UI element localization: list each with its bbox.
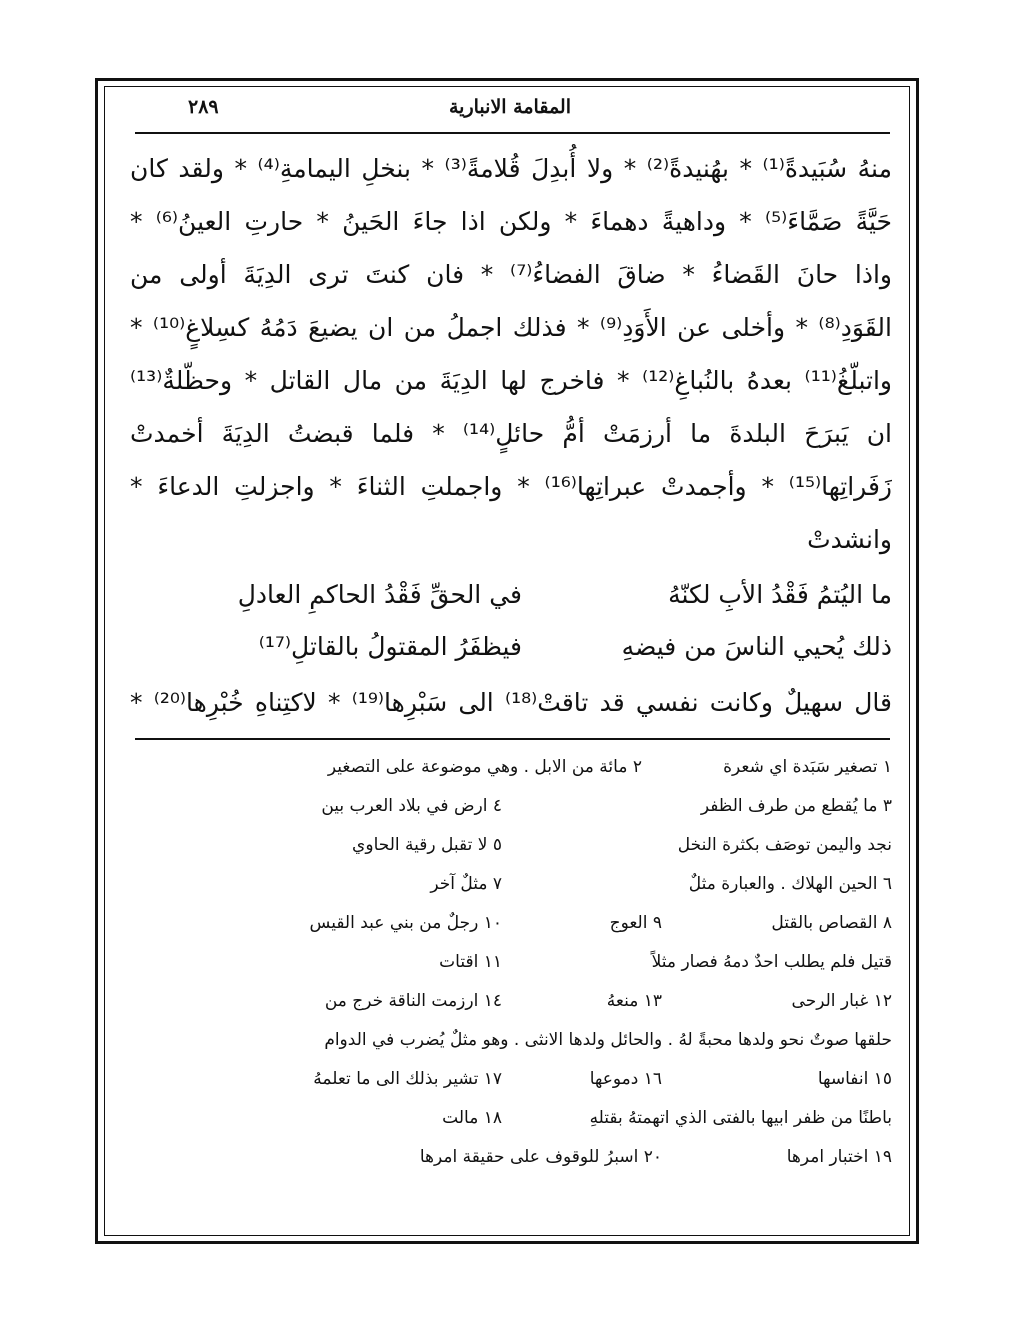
header-title: المقامة الانبارية <box>448 96 571 118</box>
footnote: باطنًا من ظفر ابيها بالفتى الذي اتهمتهُ بقتلهِ <box>589 1108 892 1128</box>
footnote: ٦ الحين الهلاك . والعبارة مثلٌ <box>688 874 892 894</box>
text-line: ان يَبرَحَ البلدةَ ما أرزمَتْ أمُّ حائلٍ⁽¹⁴⁾ * فلما قبضتُ الدِيَةَ أخمدتْ <box>130 419 892 448</box>
footnote: حلقها صوتٌ نحو ولدها محبةً لهُ . والحائل ولدها الانثى . وهو مثلٌ يُضرب في الدوام <box>324 1030 892 1050</box>
footnote-row <box>128 787 892 826</box>
footnote: ١٤ ارزمت الناقة خرج من <box>324 991 502 1011</box>
poem <box>130 570 892 670</box>
page-number: ٢٨٩ <box>188 96 219 118</box>
footnote: ٢ مائة من الابل . وهي موضوعة على التصغير <box>327 757 642 777</box>
footnote: ٨ القصاص بالقتل <box>771 913 892 933</box>
footnote: ١٢ غبار الرحى <box>791 991 892 1011</box>
footnote: ٤ ارض في بلاد العرب بين <box>321 796 502 816</box>
footnote: نجد واليمن توصَف بكثرة النخل <box>677 835 892 855</box>
footnote: ٢٠ اسبرُ للوقوف على حقيقة امرها <box>419 1147 662 1167</box>
footnote-row <box>128 982 892 1021</box>
footnote-row <box>128 943 892 982</box>
text-line: واتبلّغُ⁽¹¹⁾ بعدهُ بالنُباغِ⁽¹²⁾ * فاخرج لها الدِيَةَ من مال القاتل * وحظّلةٌ⁽¹³⁾ <box>130 366 892 395</box>
footnotes <box>128 748 892 1177</box>
footnote: ١٥ انفاسها <box>817 1069 892 1089</box>
footnote: ٥ لا تقبل رقية الحاوي <box>352 835 502 855</box>
footnote-row <box>128 748 892 787</box>
footnote: ١٠ رجلٌ من بني عبد القيس <box>309 913 502 933</box>
footnote: ٣ ما يُقطع من طرف الظفر <box>700 796 892 816</box>
footnote: ٩ العوج <box>609 913 662 933</box>
text-line: منهُ سُبَيدةً⁽¹⁾ * بهُنيدةً⁽²⁾ * ولا أُبدِلَ قُلامةً⁽³⁾ * بنخلِ اليمامةِ⁽⁴⁾ * ولقد كان <box>130 154 892 183</box>
footnote: ١٣ منعهُ <box>606 991 662 1011</box>
text-line: حَيَّةً صَمَّاءَ⁽⁵⁾ * وداهيةً دهماءَ * ولكن اذا جاءَ الحَينُ * حارتِ العينُ⁽⁶⁾ * <box>130 207 892 236</box>
footnote: ١١ اقتات <box>439 952 502 972</box>
verse-1-second-hemistich: في الحقِّ فَقْدُ الحاكمِ العادلِ <box>237 580 522 609</box>
footnote: ١٩ اختبار امرها <box>786 1147 892 1167</box>
closing-paragraph <box>130 676 892 729</box>
verse-1-first-hemistich: ما اليُتمُ فَقْدُ الأبِ لكنّهُ <box>668 580 892 609</box>
main-text <box>130 142 892 566</box>
footnote: ١٧ تشير بذلك الى ما تعلمهُ <box>313 1069 502 1089</box>
footnote-row <box>128 1060 892 1099</box>
footnote-row <box>128 826 892 865</box>
text-line: القَوَدِ⁽⁸⁾ * وأخلى عن الأَوَدِ⁽⁹⁾ * فذلك اجملُ من ان يضيعَ دَمُهُ كسِلاغٍ⁽¹⁰⁾ * <box>130 313 892 342</box>
closing-line: قال سهيلٌ وكانت نفسي قد تاقتْ⁽¹⁸⁾ الى سَبْرِها⁽¹⁹⁾ * لاكتِناهِ خُبْرِها⁽²⁰⁾ * <box>130 688 892 717</box>
footnote: ١٨ مالت <box>442 1108 502 1128</box>
footnote-divider <box>135 738 890 740</box>
footnote-row <box>128 904 892 943</box>
page-header <box>130 92 890 128</box>
header-divider <box>135 132 890 134</box>
footnote-row <box>128 1138 892 1177</box>
verse-2-second-hemistich: فيظفَرُ المقتولُ بالقاتلِ⁽¹⁷⁾ <box>258 632 522 661</box>
text-line: وانشدتْ <box>807 525 892 554</box>
text-line: زَفَراتِها⁽¹⁵⁾ * وأجمدتْ عبراتِها⁽¹⁶⁾ * واجملتِ الثناءَ * واجزلتِ الدعاءَ * <box>130 472 892 501</box>
text-line: واذا حانَ القَضاءُ * ضاقَ الفضاءُ⁽⁷⁾ * فان كنتَ ترى الدِيَةَ أولى من <box>130 260 892 289</box>
footnote: قتيل فلم يطلب احدٌ دمهُ فصار مثلاً <box>651 952 892 972</box>
footnote: ١ تصغير سَبَدة اي شعرة <box>723 757 892 777</box>
footnote-row <box>128 1021 892 1060</box>
verse-2-first-hemistich: ذلك يُحيي الناسَ من فيضهِ <box>621 632 892 661</box>
footnote-row <box>128 1099 892 1138</box>
footnote: ٧ مثلٌ آخر <box>430 874 502 894</box>
footnote-row <box>128 865 892 904</box>
footnote: ١٦ دموعها <box>589 1069 662 1089</box>
